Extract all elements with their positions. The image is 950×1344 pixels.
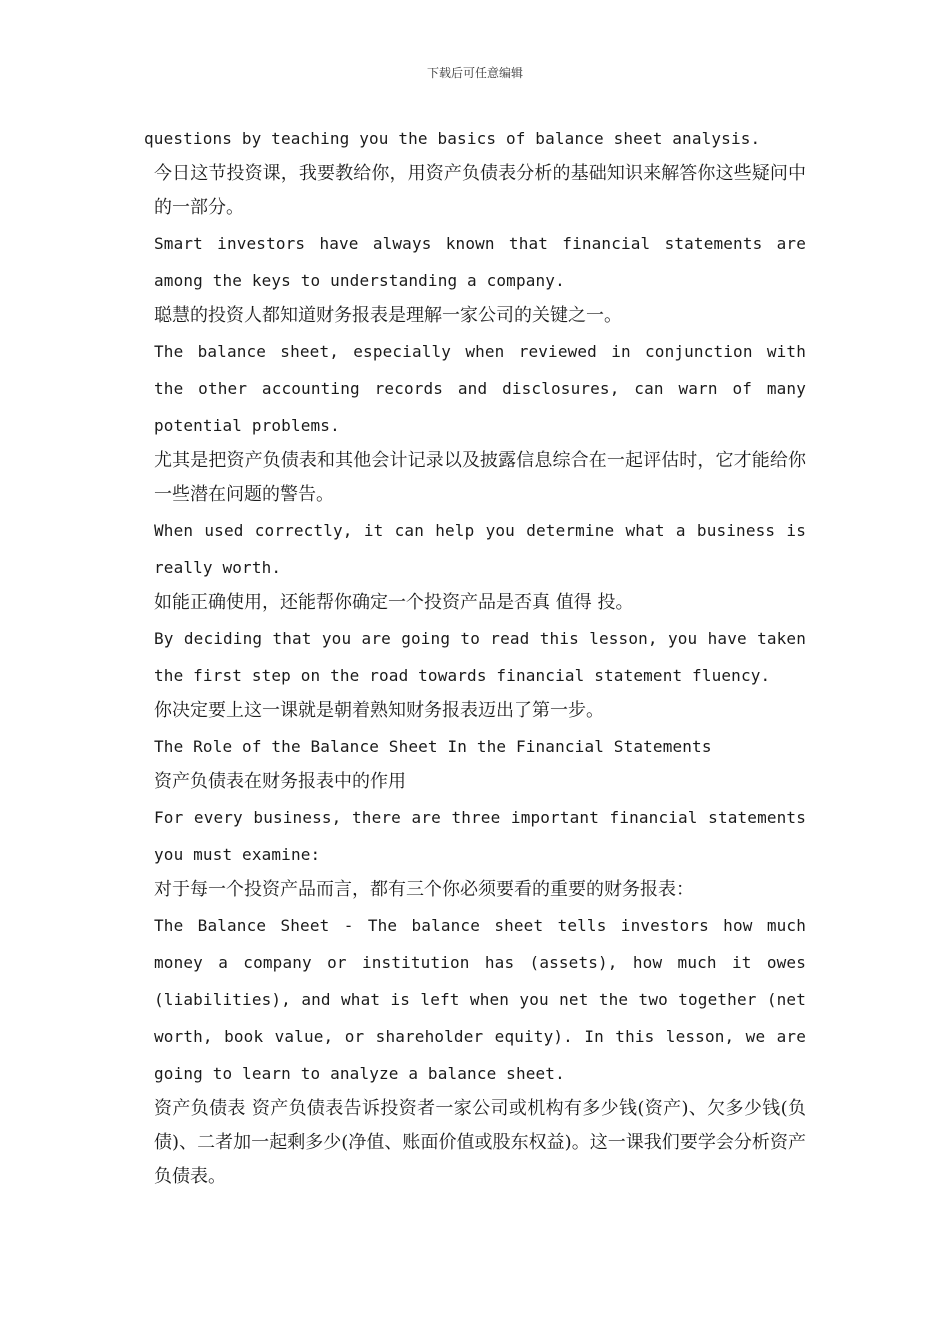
paragraph-cn: 对于每一个投资产品而言，都有三个你必须要看的重要的财务报表： [154,879,694,900]
paragraph-cn: 如能正确使用，还能帮你确定一个投资产品是否真 值得 投。 [154,592,634,613]
paragraph-cn: 聪慧的投资人都知道财务报表是理解一家公司的关键之一。 [154,305,622,326]
paragraph-cn: 你决定要上这一课就是朝着熟知财务报表迈出了第一步。 [154,700,604,721]
page-header: 下载后可任意编辑 [426,66,523,80]
paragraph-en: The balance sheet, especially when reviewed in conjunction with the other accounting records and disclosures, can warn of many potential problems. [154,342,806,435]
paragraph-en: The Balance Sheet - The balance sheet tells investors how much money a company or institution has (assets), how much it owes (liabilities), and what is left when you net the two together (net worth, book value, or shareholder equity). In this lesson, we are going to learn to analyze a balance sheet. [154,916,806,1083]
paragraph-en: By deciding that you are going to read this lesson, you have taken the first step on the road towards financial statement fluency. [154,629,806,685]
paragraph-en: Smart investors have always known that financial statements are among the keys to understanding a company. [154,234,806,290]
document-body [144,120,806,1194]
paragraph-en: questions by teaching you the basics of balance sheet analysis. [144,129,761,148]
paragraph-en: For every business, there are three important financial statements you must examine: [154,808,806,864]
paragraph-en: When used correctly, it can help you determine what a business is really worth. [154,521,806,577]
paragraph-cn: 尤其是把资产负债表和其他会计记录以及披露信息综合在一起评估时，它才能给你一些潜在问题的警告。 [154,450,806,505]
paragraph-cn: 资产负债表 资产负债表告诉投资者一家公司或机构有多少钱(资产)、欠多少钱(负债)、二者加一起剩多少(净值、账面价值或股东权益)。这一课我们要学会分析资产负债表。 [154,1098,806,1187]
section-heading-cn: 资产负债表在财务报表中的作用 [154,771,406,792]
paragraph-cn: 今日这节投资课，我要教给你，用资产负债表分析的基础知识来解答你这些疑问中的一部分。 [154,163,806,218]
section-heading-en: The Role of the Balance Sheet In the Financial Statements [154,737,712,756]
